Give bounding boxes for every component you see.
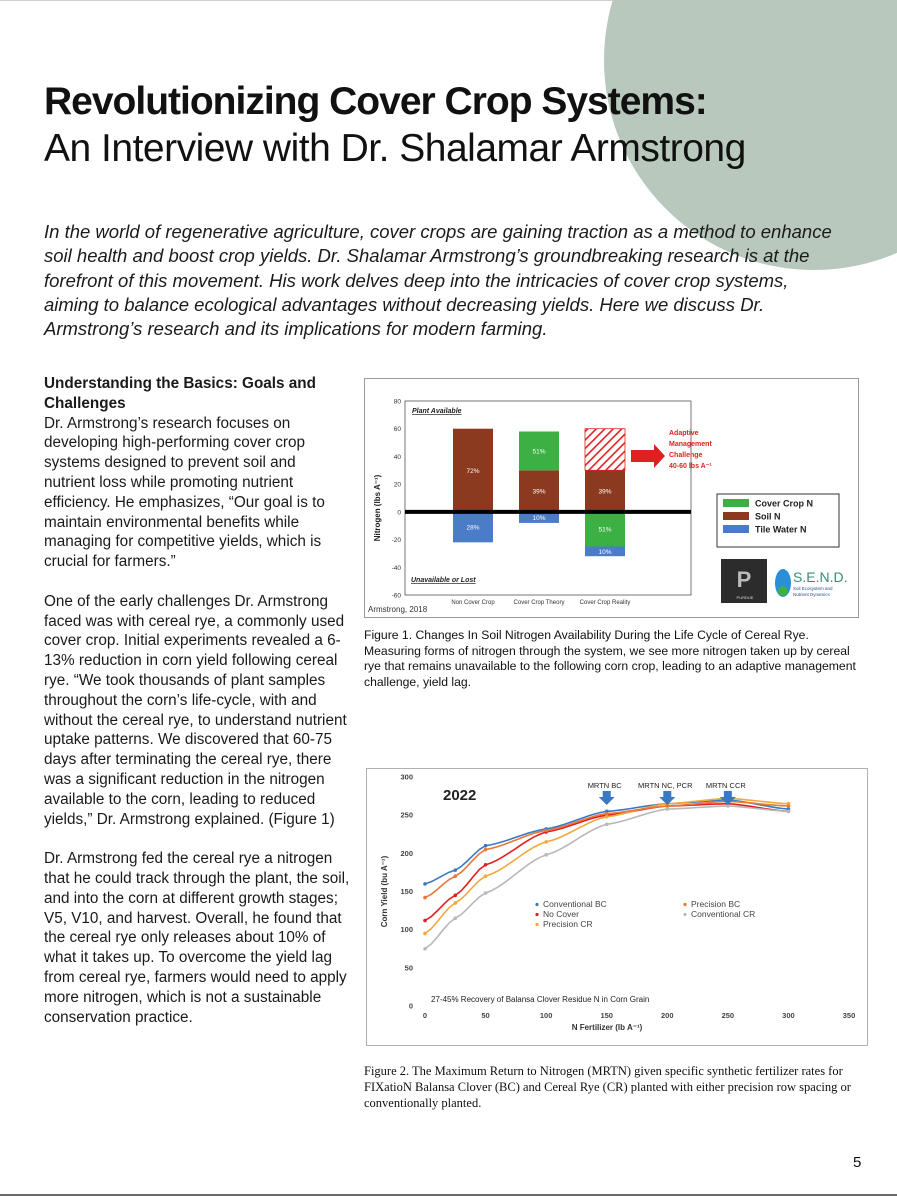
mrtn-label: MRTN BC bbox=[587, 781, 622, 790]
data-point bbox=[665, 807, 669, 811]
figure-credit: Armstrong, 2018 bbox=[368, 605, 428, 614]
page-subtitle: An Interview with Dr. Shalamar Armstrong bbox=[44, 127, 746, 170]
bar-data-label: 72% bbox=[466, 467, 480, 475]
hatched-bar-segment bbox=[585, 429, 625, 471]
legend-marker bbox=[683, 913, 686, 916]
callout-line: Management bbox=[669, 441, 712, 448]
x-tick-label: 300 bbox=[782, 1011, 795, 1020]
bar-data-label: 39% bbox=[598, 488, 612, 496]
callout-line: 40-60 lbs A⁻¹ bbox=[669, 463, 712, 470]
legend-label: Conventional CR bbox=[691, 909, 756, 919]
data-point bbox=[453, 874, 457, 878]
data-point bbox=[423, 932, 427, 936]
y-tick-label: 0 bbox=[408, 1001, 413, 1011]
x-tick-label: Cover Crop Reality bbox=[579, 600, 631, 606]
bar-data-label: 28% bbox=[466, 524, 480, 532]
figure-2-caption: Figure 2. The Maximum Return to Nitrogen (MRTN) given specific synthetic fertilizer rates for FIXatioN Balansa Clover (BC) and Cereal Rye (CR) planted with either precision row spacing or conventionally planted. bbox=[364, 1064, 851, 1110]
data-point bbox=[787, 810, 791, 814]
data-point bbox=[484, 874, 488, 878]
mrtn-label: MRTN CCR bbox=[705, 781, 746, 790]
x-tick-label: 250 bbox=[721, 1011, 735, 1020]
mrtn-label: MRTN NC, PCR bbox=[638, 781, 693, 790]
data-point bbox=[544, 840, 548, 844]
data-point bbox=[787, 804, 791, 808]
bar-data-label: 51% bbox=[532, 448, 546, 456]
bar-data-label: 39% bbox=[532, 488, 546, 496]
legend-swatch bbox=[723, 525, 749, 533]
figure-1-caption: Figure 1. Changes In Soil Nitrogen Availability During the Life Cycle of Cereal Rye. Measuring forms of nitrogen through the system, we see more nitrogen taken up by cereal rye that remains unavailable to the following corn crop, leading to an adaptive management challenge, yield lag. bbox=[364, 628, 856, 690]
y-tick-label: 80 bbox=[393, 398, 401, 406]
page-number: 5 bbox=[853, 1154, 862, 1171]
x-tick-label: Cover Crop Theory bbox=[513, 600, 565, 606]
x-axis-label: N Fertilizer (lb A⁻¹) bbox=[571, 1023, 643, 1032]
legend-marker bbox=[535, 923, 538, 926]
data-point bbox=[605, 823, 609, 827]
mrtn-arrow-icon bbox=[599, 791, 615, 805]
section-heading: Understanding the Basics: Goals and Challenges bbox=[44, 375, 316, 412]
send-sub-1: Soil Ecosystem and bbox=[793, 586, 833, 591]
y-tick-label: 60 bbox=[393, 426, 401, 434]
body-paragraph-3: Dr. Armstrong fed the cereal rye a nitrogen that he could track through the plant, the soil, and into the corn at different growth stages; V5, V10, and harvest. Overall, he found that the cereal rye only releases about 10% of what it takes up. To overcome the yield lag from cereal rye, farmers would need to apply more nitrogen, which is not a sustainable conservation practice. bbox=[44, 850, 350, 1026]
x-tick-label: 150 bbox=[600, 1011, 613, 1020]
data-point bbox=[544, 829, 548, 833]
send-text: S.E.N.D. bbox=[793, 569, 848, 585]
chart-year: 2022 bbox=[443, 787, 477, 804]
challenge-arrow bbox=[631, 444, 665, 468]
y-tick-label: 40 bbox=[393, 453, 401, 461]
data-point bbox=[484, 863, 488, 867]
x-tick-label: 50 bbox=[481, 1011, 490, 1020]
mrtn-arrow-icon bbox=[720, 791, 736, 805]
legend-label: Soil N bbox=[755, 511, 781, 522]
y-tick-label: 0 bbox=[397, 509, 401, 517]
callout-line: Challenge bbox=[669, 452, 703, 459]
y-tick-label: 250 bbox=[400, 810, 413, 820]
body-column bbox=[44, 374, 350, 1047]
trend-line bbox=[425, 806, 788, 949]
bar-data-label: 51% bbox=[598, 526, 612, 534]
y-axis-label: Nitrogen (lbs A⁻¹) bbox=[373, 474, 382, 542]
data-point bbox=[605, 812, 609, 816]
page-title: Revolutionizing Cover Crop Systems: bbox=[44, 80, 707, 123]
data-point bbox=[453, 901, 457, 905]
intro-paragraph: In the world of regenerative agriculture, cover crops are gaining traction as a method to enhance soil health and boost crop yields. Dr. Shalamar Armstrong’s groundbreaking research is at the forefront of this movement. His work delves deep into the intricacies of cover crop systems, aiming to balance ecological advantages without decreasing yields. Here we discuss Dr. Armstrong’s research and its implications for modern farming. bbox=[44, 221, 832, 340]
plant-available-label: Plant Available bbox=[412, 408, 462, 415]
unavailable-label: Unavailable or Lost bbox=[411, 577, 476, 584]
x-tick-label: 100 bbox=[539, 1011, 553, 1020]
x-tick-label: 0 bbox=[422, 1011, 428, 1020]
bar-data-label: 10% bbox=[598, 548, 612, 556]
data-point bbox=[423, 919, 427, 923]
y-tick-label: 50 bbox=[404, 963, 413, 973]
legend-swatch bbox=[723, 512, 749, 520]
y-tick-label: 200 bbox=[400, 848, 413, 858]
y-tick-label: 150 bbox=[400, 887, 413, 896]
data-point bbox=[453, 894, 457, 898]
nitrogen-chart bbox=[365, 379, 858, 617]
y-tick-label: 20 bbox=[393, 481, 401, 489]
data-point bbox=[423, 896, 427, 900]
bar-data-label: 10% bbox=[532, 514, 546, 522]
x-tick-label: Non Cover Crop bbox=[451, 600, 495, 606]
legend-marker bbox=[535, 903, 538, 906]
purdue-p: P bbox=[736, 567, 752, 592]
y-tick-label: -40 bbox=[391, 564, 401, 572]
data-point bbox=[484, 891, 488, 895]
legend-swatch bbox=[723, 499, 749, 507]
body-paragraph-1: Dr. Armstrong’s research focuses on developing high-performing cover crop systems designed to prevent soil and nutrient loss while promoting nutrient efficiency. He emphasizes, “Our goal is to maintain environmental benefits while managing for competitive yields, which is crucial for farmers.” bbox=[44, 414, 325, 571]
y-axis-label: Corn Yield (bu A⁻¹) bbox=[380, 855, 389, 928]
section-block bbox=[44, 374, 350, 572]
legend-marker bbox=[535, 913, 538, 916]
legend-label: Precision BC bbox=[691, 899, 741, 909]
leaf-icon bbox=[778, 586, 788, 596]
body-paragraph-2: One of the early challenges Dr. Armstrong faced was with cereal rye, a commonly used cover crop. Initial experiments revealed a 6-13% reduction in corn yield following cereal rye. “We took thousands of plant samples throughout the corn’s life-cycle, with and without the cereal rye, to understand nutrient uptake patterns. We discovered that 60-75 days after terminating the cereal rye, there was a significant reduction in the nitrogen available to the corn, leading to reduced yields,” Dr. Armstrong explained. (Figure 1) bbox=[44, 592, 347, 828]
data-point bbox=[484, 848, 488, 852]
data-point bbox=[423, 947, 427, 951]
data-point bbox=[544, 853, 548, 857]
data-point bbox=[423, 882, 427, 886]
y-tick-label: -20 bbox=[391, 537, 401, 545]
y-tick-label: 300 bbox=[400, 772, 413, 782]
send-sub-2: Nutrient Dynamics bbox=[793, 592, 830, 597]
x-tick-label: 200 bbox=[661, 1011, 674, 1020]
legend-label: Precision CR bbox=[543, 919, 593, 929]
legend-label: Tile Water N bbox=[755, 524, 807, 535]
figure-2 bbox=[366, 768, 868, 1046]
figure-1 bbox=[364, 378, 859, 618]
legend-label: Conventional BC bbox=[543, 899, 607, 909]
data-point bbox=[484, 844, 488, 848]
yield-chart bbox=[367, 769, 867, 1045]
chart-annotation: 27-45% Recovery of Balansa Clover Residue N in Corn Grain bbox=[431, 995, 650, 1004]
legend-label: Cover Crop N bbox=[755, 498, 814, 509]
legend-label: No Cover bbox=[543, 909, 579, 919]
data-point bbox=[453, 868, 457, 872]
legend-marker bbox=[683, 903, 686, 906]
data-point bbox=[453, 916, 457, 920]
callout-line: Adaptive bbox=[669, 430, 699, 437]
y-tick-label: -60 bbox=[391, 592, 401, 600]
y-tick-label: 100 bbox=[400, 925, 413, 935]
send-logo bbox=[721, 559, 847, 603]
purdue-small: PURDUE bbox=[736, 595, 754, 600]
x-tick-label: 350 bbox=[842, 1011, 856, 1020]
